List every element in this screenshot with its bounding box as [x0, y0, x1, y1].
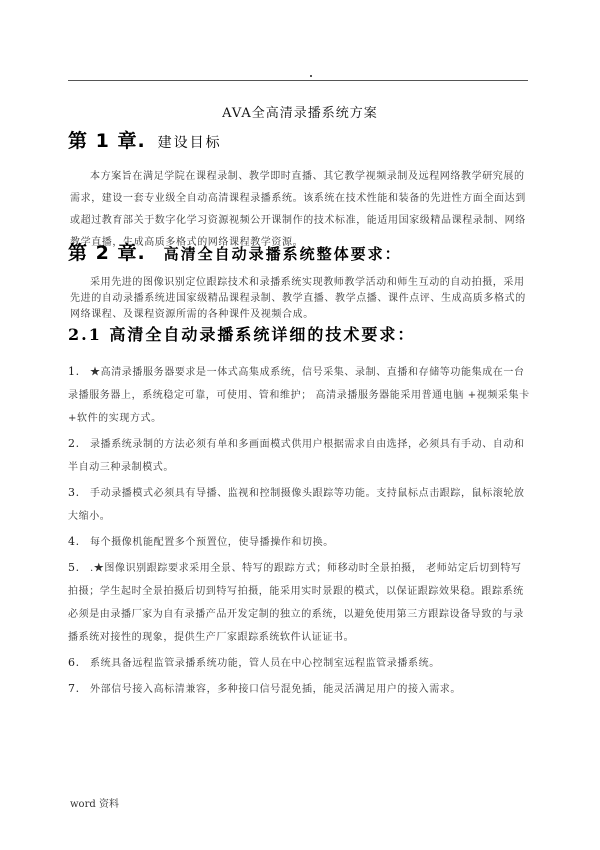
section-title: 高清全自动录播系统详细的技术要求： [109, 325, 416, 344]
chapter-title: 建设目标 [157, 135, 222, 151]
list-item [68, 677, 530, 701]
chapter-1-heading [68, 126, 222, 153]
chapter-2-paragraph: 采用先进的图像识别定位跟踪技术和录播系统实现教师教学活动和师生互动的自动拍摄，采用先进的自动录播系统进国家级精品课程录制、教学直播、教学点播、课件点评、生成高质多格式的网络课程、及课程资源所需的各种课件及视频合成。 [70, 277, 526, 320]
page-footer: word 资料 [70, 799, 119, 810]
list-item-number: 2. [68, 437, 80, 450]
list-item [68, 530, 530, 554]
document-title: AVA全高清录播系统方案 [222, 106, 378, 121]
section-number: 2.1 [68, 325, 102, 344]
list-item [68, 432, 530, 479]
requirements-list [68, 360, 530, 703]
chapter-number: 第 1 章. [68, 130, 146, 152]
list-item-text: ★高清录播服务器要求是一体式高集成系统，信号采集、录制、直播和存储等功能集成在一台录播服务器上，系统稳定可靠，可使用、管和维护； 高清录播服务器能采用普通电脑 +视频采集卡+软件的实现方式。 [68, 367, 530, 424]
list-item-number: 5. [68, 561, 80, 574]
header-mark [310, 75, 312, 77]
list-item [68, 481, 530, 528]
list-item [68, 360, 530, 430]
section-2-1-heading [68, 322, 415, 345]
list-item [68, 556, 530, 649]
list-item-text: 手动录播模式必须具有导播、监视和控制摄像头跟踪等功能。支持鼠标点击跟踪，鼠标滚轮放大缩小。 [68, 488, 525, 522]
list-item-text: 外部信号接入高标清兼容，多种接口信号混免插，能灵活满足用户的接入需求。 [90, 684, 461, 695]
chapter-number: 第 2 章. [68, 242, 146, 264]
list-item-text: 录播系统录制的方法必须有单和多画面模式供用户根据需求自由选择，必须具有手动、自动和半自动三种录制模式。 [68, 439, 525, 473]
list-item-number: 3. [68, 486, 80, 499]
list-item-number: 7. [68, 682, 80, 695]
chapter-1-paragraph: 本方案旨在满足学院在课程录制、教学即时直播、其它教学视频录制及远程网络教学研究展的需求，建设一套专业级全自动高清课程录播系统。该系统在技术性能和装备的先进性方面全面达到或超过教育部关于数字化学习资源视频公开课制作的技术标准，能适用国家级精品课程录制、网络教学直播，生成高质多格式的网络课程教学资源。 [70, 171, 526, 248]
chapter-title: 高清全自动录播系统整体要求： [163, 245, 402, 263]
header-rule [68, 80, 528, 81]
list-item-number: 1. [68, 365, 80, 378]
list-item-number: 6. [68, 656, 80, 669]
list-item [68, 651, 530, 675]
list-item-text: .★图像识别跟踪要求采用全景、特写的跟踪方式；师移动时全景拍摄， 老师站定后切到特写拍摄；学生起时全景拍摄后切到特写拍摄，能采用实时景跟的模式，以保证跟踪效果稳。跟踪系统必须是由录播厂家为自有录播产品开发定制的独立的系统，以避免使用第三方跟踪设备导致的与录播系统对接性的现象，提供生产厂家跟踪系统软件认证证书。 [68, 563, 524, 643]
chapter-2-heading [68, 238, 402, 265]
list-item-number: 4. [68, 535, 80, 548]
list-item-text: 每个摄像机能配置多个预置位，使导播操作和切换。 [90, 537, 334, 548]
list-item-text: 系统具备远程监管录播系统功能，管人员在中心控制室远程监管录播系统。 [90, 658, 440, 669]
